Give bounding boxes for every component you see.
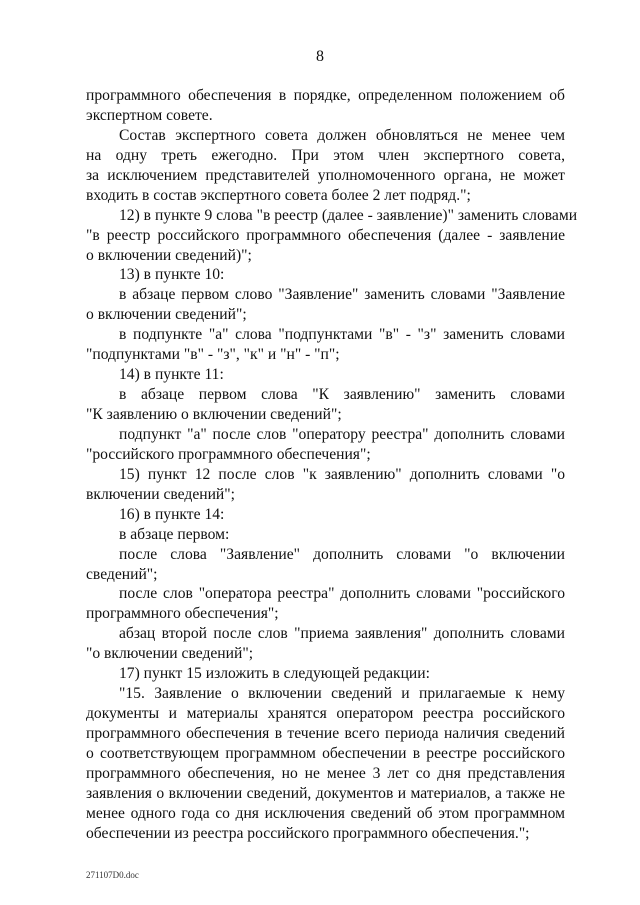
text-line: о включении сведений";: [86, 306, 247, 324]
text-line: "в реестр российского программного обеспечения (далее - заявление: [86, 226, 565, 244]
text-line: экспертном совете.: [86, 106, 213, 124]
document-id-footer: 271107D0.doc: [86, 870, 139, 880]
text-line: "15. Заявление о включении сведений и прилагаемые к нему: [119, 685, 565, 703]
text-line: "К заявлению о включении сведений";: [86, 406, 342, 423]
text-line: в абзаце первом слова "К заявлению" заменить словами: [119, 386, 565, 404]
text-line: в абзаце первом слово "Заявление" заменить словами "Заявление: [119, 286, 565, 304]
text-line: на одну треть ежегодно. При этом член экспертного совета,: [86, 146, 565, 164]
text-line: в подпункте "а" слова "подпунктами "в" - "з" заменить словами: [119, 326, 565, 344]
text-line: документы и материалы хранятся оператором реестра российского: [86, 705, 565, 723]
text-line: "подпунктами "в" - "з", "к" и "н" - "п";: [86, 346, 340, 364]
text-line: 13) в пункте 10:: [119, 266, 225, 284]
text-line: о включении сведений)";: [86, 246, 252, 264]
text-line: 12) в пункте 9 слова "в реестр (далее - заявление)" заменить словами: [119, 206, 578, 224]
text-line: подпункт "а" после слов "оператору реестра" дополнить словами: [119, 425, 565, 443]
text-line: включении сведений";: [86, 485, 235, 503]
text-line: программного обеспечения";: [86, 605, 279, 623]
text-line: менее одного года со дня исключения сведений об этом программном: [86, 804, 565, 822]
text-line: "российского программного обеспечения";: [86, 445, 371, 463]
text-line: после слова "Заявление" дополнить словами "о включении: [119, 545, 565, 563]
text-line: Состав экспертного совета должен обновляться не менее чем: [119, 126, 565, 144]
document-body: [86, 86, 578, 844]
text-line: абзац второй после слов "приема заявления" дополнить словами: [119, 625, 565, 643]
text-line: программного обеспечения в порядке, определенном положением об: [86, 87, 565, 104]
text-line: обеспечении из реестра российского программного обеспечения.";: [86, 824, 530, 842]
text-line: входить в состав экспертного совета более 2 лет подряд.";: [86, 186, 471, 204]
text-line: 15) пункт 12 после слов "к заявлению" дополнить словами "о: [119, 465, 565, 483]
page-number: 8: [316, 48, 324, 65]
text-line: 17) пункт 15 изложить в следующей редакции:: [119, 665, 430, 683]
text-line: 16) в пункте 14:: [119, 505, 225, 523]
text-line: "о включении сведений";: [86, 645, 254, 663]
text-line: после слов "оператора реестра" дополнить словами "российского: [119, 585, 565, 603]
text-line: заявления о включении сведений, документов и материалов, а также не: [86, 784, 565, 802]
text-line: в абзаце первом:: [119, 525, 230, 543]
text-line: 14) в пункте 11:: [119, 366, 224, 384]
text-line: о соответствующем программном обеспечении в реестре российского: [86, 744, 565, 762]
text-line: программного обеспечения, но не менее 3 лет со дня представления: [86, 764, 565, 782]
text-line: программного обеспечения в течение всего периода наличия сведений: [86, 725, 565, 742]
text-line: сведений";: [86, 565, 158, 583]
text-line: за исключением представителей уполномоченного органа, не может: [86, 166, 565, 184]
